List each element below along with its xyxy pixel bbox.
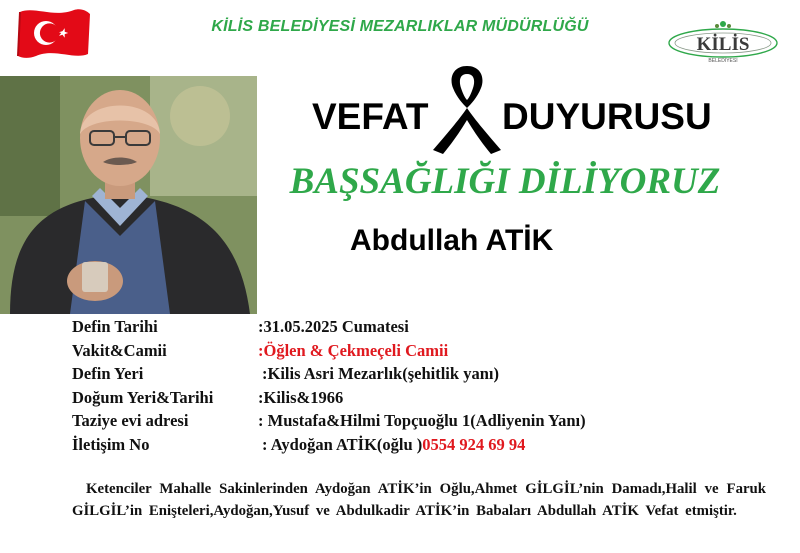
- logo-text: KİLİS: [696, 34, 750, 55]
- detail-row-birth: [72, 388, 752, 412]
- deceased-photo: [0, 76, 257, 314]
- contact-name: : Aydoğan ATİK(oğlu ): [262, 434, 423, 454]
- contact-phone: 0554 924 69 94: [422, 434, 526, 454]
- detail-label: Taziye evi adresi: [72, 411, 189, 430]
- deceased-name: Abdullah ATİK: [350, 224, 554, 257]
- detail-label: İletişim No: [72, 434, 150, 454]
- detail-value: [262, 435, 525, 455]
- black-mourning-ribbon-icon: [429, 60, 505, 154]
- turkish-flag-icon: [14, 4, 92, 62]
- condolence-text: BAŞSAĞLIĞI DİLİYORUZ: [289, 161, 721, 202]
- detail-row-contact: [72, 435, 752, 459]
- detail-value: :Öğlen & Çekmeçeli Camii: [258, 340, 449, 360]
- funeral-details: [72, 317, 752, 458]
- detail-value: :31.05.2025 Cumatesi: [258, 317, 409, 336]
- detail-row-burial-place: [72, 364, 752, 388]
- detail-label: Vakit&Camii: [72, 340, 167, 360]
- kilis-municipality-logo: [664, 18, 782, 68]
- header-title: KİLİS BELEDİYESİ MEZARLIKLAR MÜDÜRLÜĞÜ: [211, 18, 589, 35]
- detail-value: :Kilis&1966: [258, 387, 344, 407]
- announcement-paragraph: Ketenciler Mahalle Sakinlerinden Aydoğan ATİK’in Oğlu,Ahmet GİLGİL’nin Damadı,Halil ve Faruk GİLGİL’in Enişteleri,Aydoğan,Yusuf ve Abdulkadir ATİK’in Babaları Abdullah ATİK Vefat etmiştir.: [72, 481, 766, 519]
- detail-label: Doğum Yeri&Tarihi: [72, 387, 214, 407]
- detail-value: : Mustafa&Hilmi Topçuoğlu 1(Adliyenin Yanı): [258, 411, 586, 430]
- title-vefat: VEFAT: [312, 96, 429, 137]
- announcement-title: [312, 82, 752, 152]
- detail-value: :Kilis Asri Mezarlık(şehitlik yanı): [262, 364, 499, 383]
- logo-subtext: BELEDİYESİ: [708, 58, 738, 64]
- detail-row-condolence-address: [72, 411, 752, 435]
- title-duyurusu: DUYURUSU: [502, 96, 712, 137]
- detail-label: Defin Tarihi: [72, 317, 158, 336]
- detail-label: Defin Yeri: [72, 364, 144, 383]
- detail-row-time-mosque: [72, 341, 752, 365]
- detail-row-burial-date: [72, 317, 752, 341]
